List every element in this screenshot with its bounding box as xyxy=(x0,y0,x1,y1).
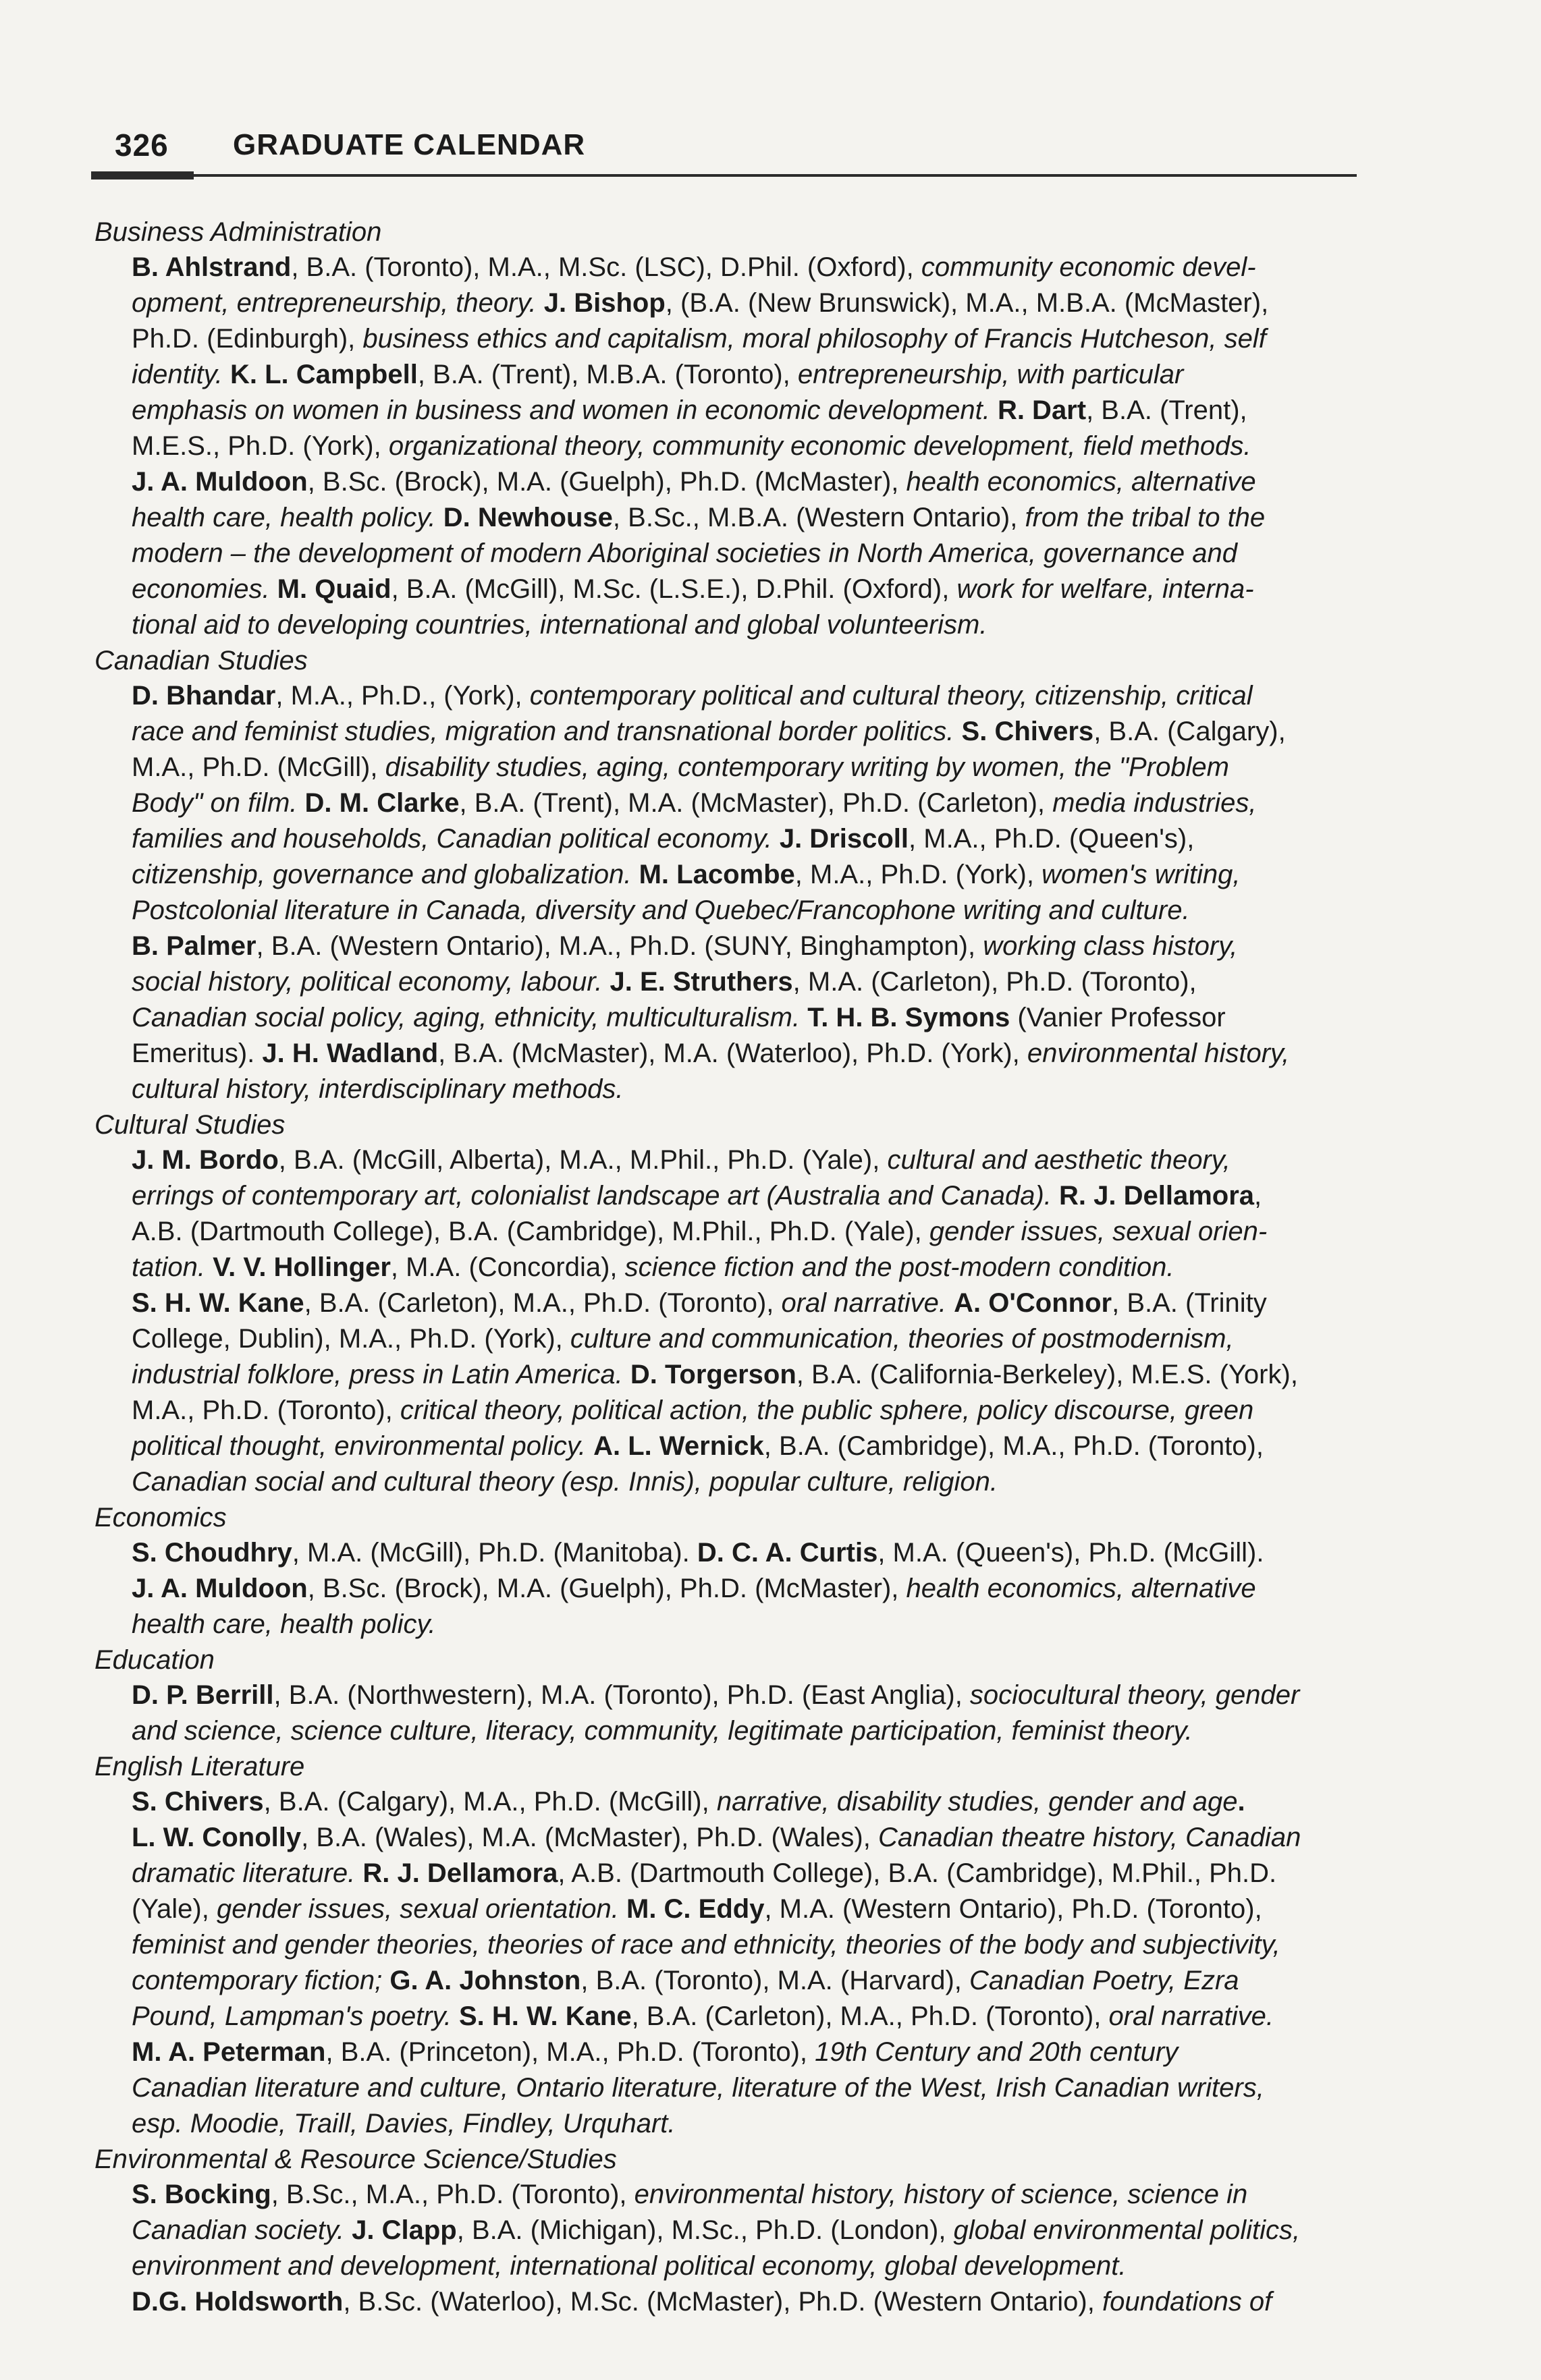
faculty-entry-line xyxy=(94,1784,1357,1820)
credentials: , B.A. (Toronto), M.A., M.Sc. (LSC), D.Phil. (Oxford), xyxy=(291,252,921,282)
credentials: (Vanier Professor xyxy=(1010,1003,1226,1032)
faculty-entry-line xyxy=(94,1357,1357,1393)
faculty-entry-line xyxy=(94,1820,1357,1856)
faculty-entry-line xyxy=(94,1713,1357,1749)
faculty-name: D. Torgerson xyxy=(630,1360,796,1389)
running-head: GRADUATE CALENDAR xyxy=(233,128,586,161)
faculty-name: M. C. Eddy xyxy=(626,1894,765,1924)
research-interests: social history, political economy, labour. xyxy=(132,967,610,997)
header-rule-tab xyxy=(91,171,194,179)
faculty-entry-line xyxy=(94,1429,1357,1464)
discipline-heading: Cultural Studies xyxy=(94,1110,286,1140)
faculty-entry-line xyxy=(94,1142,1357,1178)
discipline-heading: English Literature xyxy=(94,1752,305,1781)
faculty-entry-line xyxy=(94,1214,1357,1250)
faculty-entry-line xyxy=(94,321,1357,357)
faculty-name: S. Choudhry xyxy=(132,1538,292,1568)
credentials: , xyxy=(1254,1181,1262,1211)
credentials: , B.A. (Toronto), M.A. (Harvard), xyxy=(580,1966,970,1995)
page-header xyxy=(115,120,1357,182)
research-interests: citizenship, governance and globalization. xyxy=(132,860,639,889)
credentials: , M.A., Ph.D. (Queen's), xyxy=(909,824,1195,854)
research-interests: tation. xyxy=(132,1252,213,1282)
research-interests: critical theory, political action, the public sphere, policy discourse, green xyxy=(400,1395,1254,1425)
research-interests: working class history, xyxy=(983,931,1238,961)
discipline-section xyxy=(94,1642,1357,1749)
faculty-entry-line xyxy=(94,750,1357,785)
faculty-entry-line xyxy=(94,893,1357,929)
faculty-entry-line xyxy=(94,250,1357,285)
research-interests: environmental history, history of science, science in xyxy=(634,2180,1248,2209)
research-interests: cultural history, interdisciplinary methods. xyxy=(132,1074,624,1104)
research-interests: Body" on film. xyxy=(132,788,305,818)
research-interests: modern – the development of modern Aboriginal societies in North America, governance and xyxy=(132,538,1237,568)
research-interests: oral narrative. xyxy=(781,1288,954,1318)
research-interests: economies. xyxy=(132,574,277,604)
faculty-entry-line xyxy=(94,785,1357,821)
credentials: , B.A. (Trent), M.B.A. (Toronto), xyxy=(417,360,798,389)
credentials: , B.A. (Trinity xyxy=(1112,1288,1267,1318)
faculty-name: M. Quaid xyxy=(277,574,391,604)
research-interests: community economic devel- xyxy=(921,252,1256,282)
faculty-name: M. Lacombe xyxy=(639,860,795,889)
faculty-name: L. W. Conolly xyxy=(132,1823,302,1852)
discipline-section xyxy=(94,643,1357,1107)
faculty-name: D. C. A. Curtis xyxy=(697,1538,878,1568)
faculty-name: S. H. W. Kane xyxy=(458,2001,632,2031)
research-interests: science fiction and the post-modern condition. xyxy=(624,1252,1174,1282)
research-interests: environment and development, international political economy, global development. xyxy=(132,2251,1127,2281)
faculty-entry-line xyxy=(94,857,1357,893)
faculty-entry-line xyxy=(94,1285,1357,1321)
research-interests: media industries, xyxy=(1052,788,1257,818)
research-interests: Canadian theatre history, Canadian xyxy=(877,1823,1301,1852)
faculty-entry-line xyxy=(94,964,1357,1000)
faculty-name: S. Chivers xyxy=(132,1787,264,1817)
research-interests: race and feminist studies, migration and transnational border politics. xyxy=(132,717,962,746)
research-interests: foundations of xyxy=(1102,2287,1272,2317)
credentials: , M.A. (Carleton), Ph.D. (Toronto), xyxy=(792,967,1197,997)
faculty-name: G. A. Johnston xyxy=(389,1966,581,1995)
credentials: , B.Sc., M.B.A. (Western Ontario), xyxy=(612,503,1025,532)
faculty-name: J. H. Wadland xyxy=(262,1039,439,1068)
faculty-name: S. H. W. Kane xyxy=(132,1288,304,1318)
research-interests: families and households, Canadian political economy. xyxy=(132,824,780,854)
research-interests: opment, entrepreneurship, theory. xyxy=(132,288,544,318)
research-interests: culture and communication, theories of postmodernism, xyxy=(570,1324,1234,1354)
faculty-name: J. E. Struthers xyxy=(610,967,793,997)
discipline-section xyxy=(94,1749,1357,2142)
credentials: , M.A. (Queen's), Ph.D. (McGill). xyxy=(877,1538,1264,1568)
credentials: , A.B. (Dartmouth College), B.A. (Cambridge), M.Phil., Ph.D. xyxy=(558,1858,1277,1888)
credentials: , B.A. (Northwestern), M.A. (Toronto), Ph.D. (East Anglia), xyxy=(273,1680,970,1710)
faculty-entry-line xyxy=(94,2284,1357,2320)
credentials: , B.A. (Trent), M.A. (McMaster), Ph.D. (Carleton), xyxy=(459,788,1053,818)
research-interests: environmental history, xyxy=(1027,1039,1290,1068)
research-interests: cultural and aesthetic theory, xyxy=(887,1145,1231,1175)
faculty-entry-line xyxy=(94,2248,1357,2284)
credentials: , B.Sc. (Brock), M.A. (Guelph), Ph.D. (McMaster), xyxy=(307,467,907,497)
faculty-name: D. P. Berrill xyxy=(132,1680,274,1710)
research-interests: global environmental politics, xyxy=(953,2215,1301,2245)
research-interests: dramatic literature. xyxy=(132,1858,363,1888)
credentials: Emeritus). xyxy=(132,1039,263,1068)
credentials: , B.A. (Carleton), M.A., Ph.D. (Toronto), xyxy=(631,2001,1109,2031)
faculty-name: J. Driscoll xyxy=(779,824,909,854)
faculty-entry-line xyxy=(94,1000,1357,1036)
faculty-name: J. M. Bordo xyxy=(132,1145,279,1175)
research-interests: narrative, disability studies, gender and age xyxy=(716,1787,1238,1817)
discipline-section xyxy=(94,1107,1357,1500)
faculty-entry-line xyxy=(94,572,1357,607)
faculty-entry-line xyxy=(94,1571,1357,1607)
faculty-name: . xyxy=(1237,1787,1245,1817)
research-interests: and science, science culture, literacy, community, legitimate participation, feminist theory. xyxy=(132,1716,1193,1746)
research-interests: gender issues, sexual orientation. xyxy=(216,1894,626,1924)
faculty-entry-line xyxy=(94,1036,1357,1072)
research-interests: Canadian social policy, aging, ethnicity, multiculturalism. xyxy=(132,1003,808,1032)
faculty-entry-line xyxy=(94,1393,1357,1429)
header-rule xyxy=(91,174,1357,177)
research-interests: sociocultural theory, gender xyxy=(969,1680,1300,1710)
research-interests: emphasis on women in business and women in economic development. xyxy=(132,395,998,425)
faculty-name: M. A. Peterman xyxy=(132,2037,326,2067)
faculty-name: S. Chivers xyxy=(961,717,1094,746)
research-interests: from the tribal to the xyxy=(1025,503,1266,532)
credentials: M.A., Ph.D. (McGill), xyxy=(132,752,385,782)
credentials: , M.A., Ph.D., (York), xyxy=(275,681,530,711)
credentials: , B.Sc. (Brock), M.A. (Guelph), Ph.D. (McMaster), xyxy=(307,1574,907,1603)
research-interests: identity. xyxy=(132,360,230,389)
faculty-entry-line xyxy=(94,536,1357,572)
faculty-name: R. J. Dellamora xyxy=(1059,1181,1255,1211)
credentials: Ph.D. (Edinburgh), xyxy=(132,324,363,354)
discipline-section xyxy=(94,1500,1357,1642)
research-interests: entrepreneurship, with particular xyxy=(797,360,1184,389)
faculty-name: D. Newhouse xyxy=(443,503,613,532)
faculty-entry-line xyxy=(94,2035,1357,2070)
credentials: , M.A. (Western Ontario), Ph.D. (Toronto), xyxy=(764,1894,1262,1924)
credentials: , B.A. (McGill), M.Sc. (L.S.E.), D.Phil. (Oxford), xyxy=(391,574,957,604)
faculty-entry-line xyxy=(94,1891,1357,1927)
faculty-name: J. Clapp xyxy=(352,2215,457,2245)
research-interests: 19th Century and 20th century xyxy=(815,2037,1179,2067)
faculty-entry-line xyxy=(94,464,1357,500)
faculty-name: K. L. Campbell xyxy=(230,360,418,389)
research-interests: business ethics and capitalism, moral philosophy of Francis Hutcheson, self xyxy=(362,324,1266,354)
faculty-name: R. J. Dellamora xyxy=(362,1858,558,1888)
faculty-name: S. Bocking xyxy=(132,2180,271,2209)
credentials: , B.Sc., M.A., Ph.D. (Toronto), xyxy=(271,2180,634,2209)
faculty-name: B. Palmer xyxy=(132,931,256,961)
faculty-entry-line xyxy=(94,929,1357,964)
research-interests: feminist and gender theories, theories of race and ethnicity, theories of the body and subjectivity, xyxy=(132,1930,1280,1960)
faculty-name: D.G. Holdsworth xyxy=(132,2287,344,2317)
faculty-name: T. H. B. Symons xyxy=(807,1003,1010,1032)
faculty-entry-line xyxy=(94,285,1357,321)
faculty-name: V. V. Hollinger xyxy=(213,1252,391,1282)
faculty-entry-line xyxy=(94,2177,1357,2213)
research-interests: organizational theory, community economic development, field methods. xyxy=(388,431,1251,461)
faculty-entry-line xyxy=(94,678,1357,714)
research-interests: errings of contemporary art, colonialist landscape art (Australia and Canada). xyxy=(132,1181,1060,1211)
faculty-name: J. A. Muldoon xyxy=(132,467,308,497)
research-interests: Canadian Poetry, Ezra xyxy=(969,1966,1239,1995)
faculty-entry-line xyxy=(94,393,1357,428)
faculty-entry-line xyxy=(94,1321,1357,1357)
research-interests: Postcolonial literature in Canada, diversity and Quebec/Francophone writing and culture. xyxy=(132,895,1190,925)
research-interests: work for welfare, interna- xyxy=(956,574,1254,604)
discipline-heading: Education xyxy=(94,1645,215,1675)
credentials: , B.A. (McMaster), M.A. (Waterloo), Ph.D. (York), xyxy=(438,1039,1027,1068)
credentials: M.E.S., Ph.D. (York), xyxy=(132,431,389,461)
credentials: M.A., Ph.D. (Toronto), xyxy=(132,1395,400,1425)
faculty-entry-line xyxy=(94,1178,1357,1214)
discipline-section xyxy=(94,215,1357,643)
faculty-entry-line xyxy=(94,1607,1357,1642)
faculty-entry-line xyxy=(94,1856,1357,1891)
faculty-entry-line xyxy=(94,607,1357,643)
credentials: , B.A. (Trent), xyxy=(1086,395,1247,425)
faculty-entry-line xyxy=(94,1999,1357,2035)
faculty-name: J. Bishop xyxy=(543,288,666,318)
research-interests: women's writing, xyxy=(1042,860,1241,889)
faculty-entry-line xyxy=(94,821,1357,857)
credentials: , B.A. (Michigan), M.Sc., Ph.D. (London), xyxy=(456,2215,954,2245)
faculty-entry-line xyxy=(94,2213,1357,2248)
credentials: , B.Sc. (Waterloo), M.Sc. (McMaster), Ph.D. (Western Ontario), xyxy=(343,2287,1102,2317)
credentials: , (B.A. (New Brunswick), M.A., M.B.A. (McMaster), xyxy=(665,288,1269,318)
faculty-entry-line xyxy=(94,714,1357,750)
faculty-entry-line xyxy=(94,500,1357,536)
credentials: , B.A. (Calgary), M.A., Ph.D. (McGill), xyxy=(263,1787,717,1817)
research-interests: health care, health policy. xyxy=(132,503,443,532)
faculty-entry-line xyxy=(94,428,1357,464)
discipline-heading: Environmental & Resource Science/Studies xyxy=(94,2144,617,2174)
faculty-listing xyxy=(94,215,1357,2320)
research-interests: health economics, alternative xyxy=(906,1574,1256,1603)
credentials: , B.A. (Calgary), xyxy=(1093,717,1286,746)
credentials: , M.A. (McGill), Ph.D. (Manitoba). xyxy=(292,1538,697,1568)
faculty-name: A. L. Wernick xyxy=(593,1431,764,1461)
faculty-name: J. A. Muldoon xyxy=(132,1574,308,1603)
credentials: , B.A. (Carleton), M.A., Ph.D. (Toronto), xyxy=(304,1288,782,1318)
discipline-section xyxy=(94,2142,1357,2320)
credentials: , B.A. (Wales), M.A. (McMaster), Ph.D. (Wales), xyxy=(301,1823,878,1852)
faculty-entry-line xyxy=(94,1464,1357,1500)
research-interests: contemporary fiction; xyxy=(132,1966,390,1995)
credentials: , B.A. (Cambridge), M.A., Ph.D. (Toronto), xyxy=(763,1431,1264,1461)
faculty-entry-line xyxy=(94,357,1357,393)
faculty-name: R. Dart xyxy=(997,395,1087,425)
research-interests: disability studies, aging, contemporary writing by women, the "Problem xyxy=(385,752,1229,782)
faculty-name: D. M. Clarke xyxy=(304,788,460,818)
faculty-entry-line xyxy=(94,1072,1357,1107)
faculty-entry-line xyxy=(94,1927,1357,1963)
discipline-heading: Business Administration xyxy=(94,217,382,247)
faculty-entry-line xyxy=(94,1250,1357,1285)
credentials: , M.A. (Concordia), xyxy=(390,1252,625,1282)
credentials: College, Dublin), M.A., Ph.D. (York), xyxy=(132,1324,570,1354)
discipline-heading: Economics xyxy=(94,1503,227,1532)
research-interests: industrial folklore, press in Latin America. xyxy=(132,1360,630,1389)
faculty-name: B. Ahlstrand xyxy=(132,252,292,282)
credentials: , B.A. (Princeton), M.A., Ph.D. (Toronto), xyxy=(325,2037,815,2067)
faculty-name: D. Bhandar xyxy=(132,681,276,711)
credentials: (Yale), xyxy=(132,1894,217,1924)
page-number: 326 xyxy=(115,128,169,163)
faculty-entry-line xyxy=(94,1678,1357,1713)
research-interests: Canadian social and cultural theory (esp. Innis), popular culture, religion. xyxy=(132,1467,998,1497)
research-interests: esp. Moodie, Traill, Davies, Findley, Urquhart. xyxy=(132,2109,676,2138)
research-interests: political thought, environmental policy. xyxy=(132,1431,594,1461)
research-interests: health care, health policy. xyxy=(132,1609,436,1639)
faculty-entry-line xyxy=(94,2070,1357,2106)
research-interests: contemporary political and cultural theory, citizenship, critical xyxy=(529,681,1253,711)
credentials: , B.A. (Western Ontario), M.A., Ph.D. (SUNY, Binghampton), xyxy=(256,931,983,961)
credentials: , M.A., Ph.D. (York), xyxy=(794,860,1042,889)
research-interests: Pound, Lampman's poetry. xyxy=(132,2001,459,2031)
discipline-heading: Canadian Studies xyxy=(94,646,308,675)
research-interests: oral narrative. xyxy=(1108,2001,1274,2031)
credentials: , B.A. (McGill, Alberta), M.A., M.Phil., Ph.D. (Yale), xyxy=(278,1145,888,1175)
faculty-entry-line xyxy=(94,1963,1357,1999)
research-interests: gender issues, sexual orien- xyxy=(929,1217,1268,1246)
faculty-name: A. O'Connor xyxy=(954,1288,1112,1318)
research-interests: Canadian society. xyxy=(132,2215,352,2245)
credentials: , B.A. (California-Berkeley), M.E.S. (York), xyxy=(796,1360,1298,1389)
credentials: A.B. (Dartmouth College), B.A. (Cambridge), M.Phil., Ph.D. (Yale), xyxy=(132,1217,929,1246)
research-interests: health economics, alternative xyxy=(906,467,1256,497)
faculty-entry-line xyxy=(94,2106,1357,2142)
faculty-entry-line xyxy=(94,1535,1357,1571)
research-interests: Canadian literature and culture, Ontario literature, literature of the West, Irish Canadian writers, xyxy=(132,2073,1264,2103)
research-interests: tional aid to developing countries, international and global volunteerism. xyxy=(132,610,988,640)
